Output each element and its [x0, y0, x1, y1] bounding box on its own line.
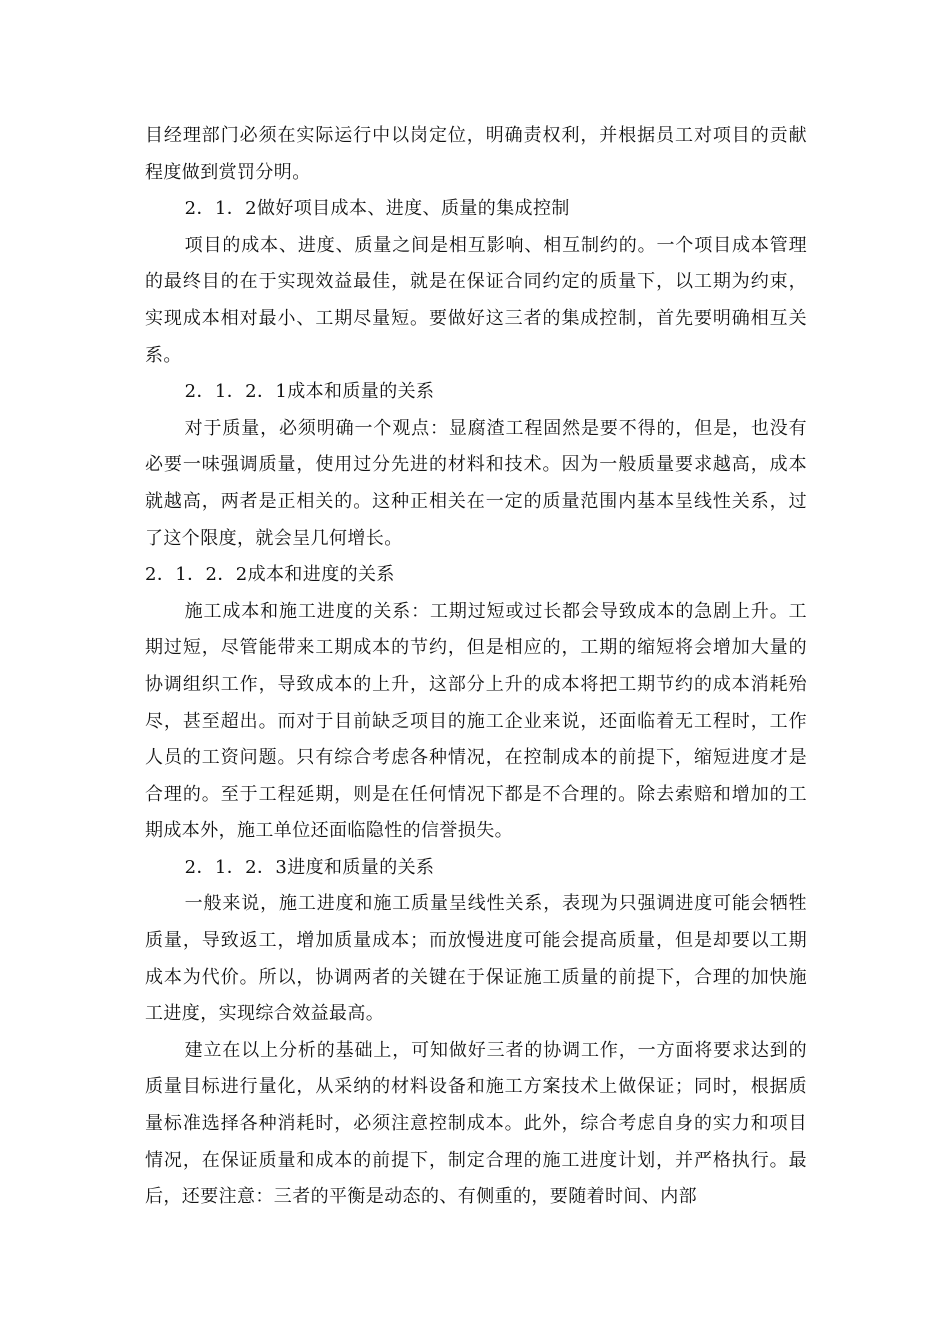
paragraph-cost-quality: 对于质量，必须明确一个观点：显腐渣工程固然是要不得的，但是，也没有必要一味强调质量，使用过分先进的材料和技术。因为一般质量要求越高，成本就越高，两者是正相关的。这种正相关在一定的质量范围内基本呈线性关系，过了这个限度，就会呈几何增长。	[145, 417, 807, 549]
document-body	[145, 118, 807, 1216]
paragraph-integrated-control: 项目的成本、进度、质量之间是相互影响、相互制约的。一个项目成本管理的最终目的在于实现效益最佳，就是在保证合同约定的质量下，以工期为约束，实现成本相对最小、工期尽量短。要做好这三者的集成控制，首先要明确相互关系。	[145, 234, 807, 366]
paragraph-schedule-quality: 一般来说，施工进度和施工质量呈线性关系，表现为只强调进度可能会牺牲质量，导致返工，增加质量成本；而放慢进度可能会提高质量，但是却要以工期成本为代价。所以，协调两者的关键在于保证施工质量的前提下，合理的加快施工进度，实现综合效益最高。	[145, 893, 807, 1025]
paragraph-coordination: 建立在以上分析的基础上，可知做好三者的协调工作，一方面将要求达到的质量目标进行量化，从采纳的材料设备和施工方案技术上做保证；同时，根据质量标准选择各种消耗时，必须注意控制成本。此外，综合考虑自身的实力和项目情况，在保证质量和成本的前提下，制定合理的施工进度计划，并严格执行。最后，还要注意：三者的平衡是动态的、有侧重的，要随着时间、内部	[145, 1039, 807, 1208]
section-heading-2-1-2-3: 2．1．2．3进度和质量的关系	[184, 856, 435, 878]
paragraph-responsibility: 目经理部门必须在实际运行中以岗定位，明确责权利，并根据员工对项目的贡献程度做到赏罚分明。	[145, 125, 807, 183]
section-heading-2-1-2: 2．1．2做好项目成本、进度、质量的集成控制	[184, 198, 570, 220]
paragraph-cost-schedule: 施工成本和施工进度的关系：工期过短或过长都会导致成本的急剧上升。工期过短，尽管能带来工期成本的节约，但是相应的，工期的缩短将会增加大量的协调组织工作，导致成本的上升，这部分上升的成本将把工期节约的成本消耗殆尽，甚至超出。而对于目前缺乏项目的施工企业来说，还面临着无工程时，工作人员的工资问题。只有综合考虑各种情况，在控制成本的前提下，缩短进度才是合理的。至于工程延期，则是在任何情况下都是不合理的。除去索赔和增加的工期成本外，施工单位还面临隐性的信誉损失。	[145, 600, 807, 842]
section-heading-2-1-2-1: 2．1．2．1成本和质量的关系	[184, 381, 435, 403]
section-heading-2-1-2-2: 2．1．2．2成本和进度的关系	[145, 564, 395, 586]
